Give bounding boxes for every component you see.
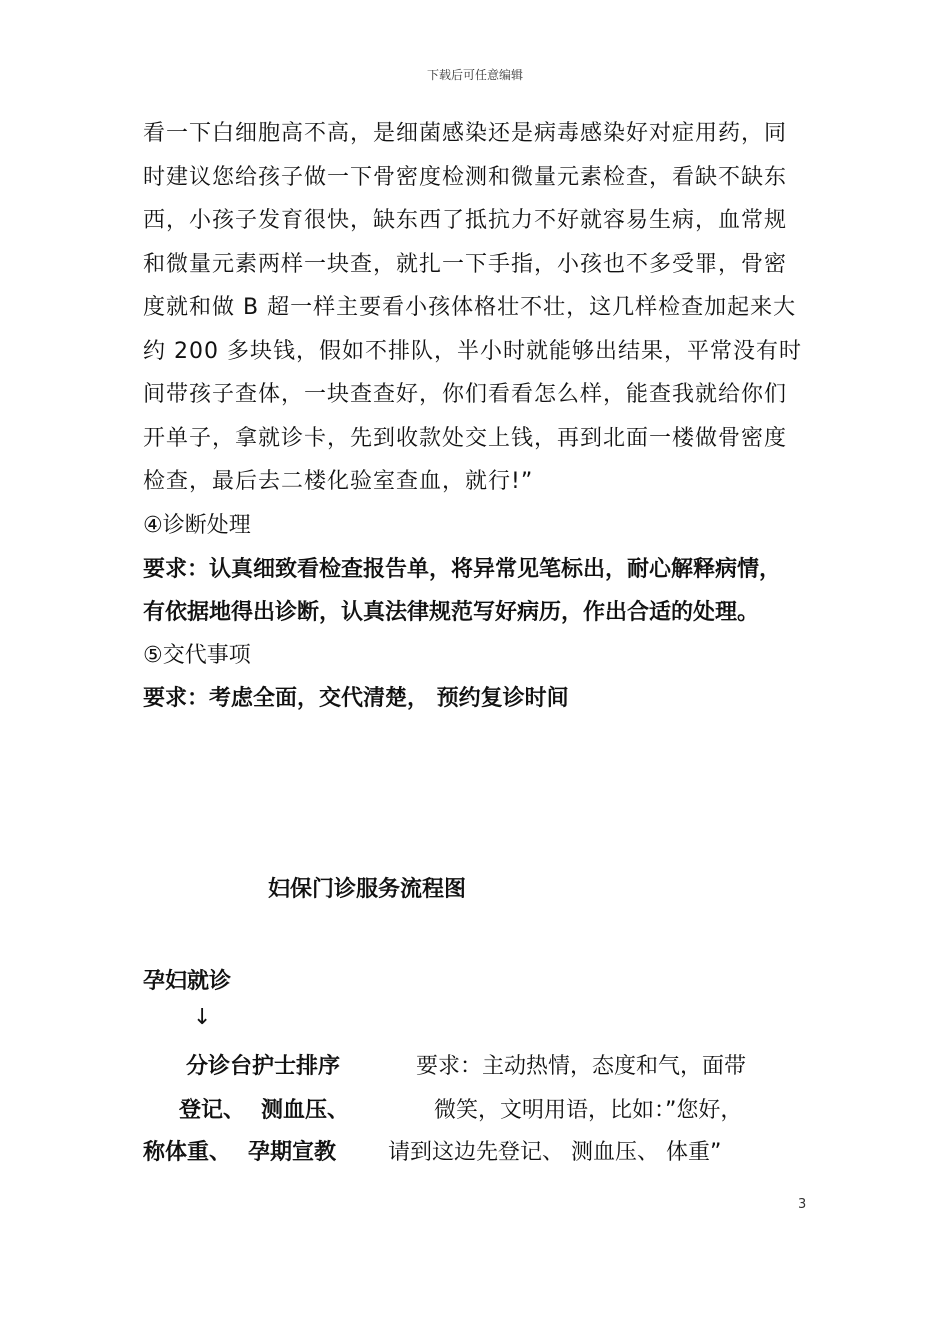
flowchart-title: 妇保门诊服务流程图 (268, 877, 467, 902)
requirement-line: 要求：认真细致看检查报告单，将异常见笔标出，耐心解释病情， (143, 557, 782, 582)
down-arrow-icon: ↓ (193, 1005, 212, 1030)
paragraph-line: 间带孩子查体，一块查查好，你们看看怎么样，能查我就给你们 (143, 382, 788, 407)
paragraph-line: 看一下白细胞高不高，是细菌感染还是病毒感染好对症用药，同 (143, 121, 788, 146)
paragraph-line: 检查，最后去二楼化验室查血，就行!” (143, 469, 534, 494)
page-number: 3 (798, 1197, 807, 1212)
flowchart-note: 微笑，文明用语，比如：”您好， (434, 1098, 743, 1123)
flowchart-step-register: 登记、 (179, 1098, 246, 1123)
requirement-line: 有依据地得出诊断，认真法律规范写好病历，作出合适的处理。 (143, 600, 760, 625)
section-heading-instructions: ⑤交代事项 (143, 643, 251, 668)
flowchart-start: 孕妇就诊 (143, 969, 232, 994)
flowchart-note: 要求：主动热情，态度和气，面带 (416, 1054, 747, 1079)
paragraph-line: 西，小孩子发育很快，缺东西了抵抗力不好就容易生病，血常规 (143, 208, 788, 233)
section-heading-diagnosis: ④诊断处理 (143, 513, 251, 538)
page-header: 下载后可任意编辑 (426, 68, 523, 82)
paragraph-line: 时建议您给孩子做一下骨密度检测和微量元素检查，看缺不缺东 (143, 164, 788, 190)
paragraph-line: 和微量元素两样一块查，就扎一下手指，小孩也不多受罪，骨密 (143, 251, 788, 277)
flowchart-step-education: 孕期宣教 (248, 1140, 337, 1165)
flowchart-note: 请到这边先登记、 测血压、 体重” (388, 1140, 722, 1165)
flowchart-step-weight: 称体重、 (143, 1140, 232, 1165)
paragraph-line: 开单子，拿就诊卡，先到收款处交上钱，再到北面一楼做骨密度 (143, 425, 788, 451)
paragraph-line: 约 200 多块钱，假如不排队，半小时就能够出结果，平常没有时 (143, 338, 802, 364)
flowchart-step-blood-pressure: 测血压、 (261, 1098, 350, 1123)
paragraph-line: 度就和做 B 超一样主要看小孩体格壮不壮，这几样检查加起来大 (143, 295, 797, 320)
flowchart-step-triage: 分诊台护士排序 (186, 1054, 341, 1079)
requirement-line: 要求：考虑全面，交代清楚， 预约复诊时间 (143, 686, 569, 711)
paragraph-body (143, 112, 823, 504)
